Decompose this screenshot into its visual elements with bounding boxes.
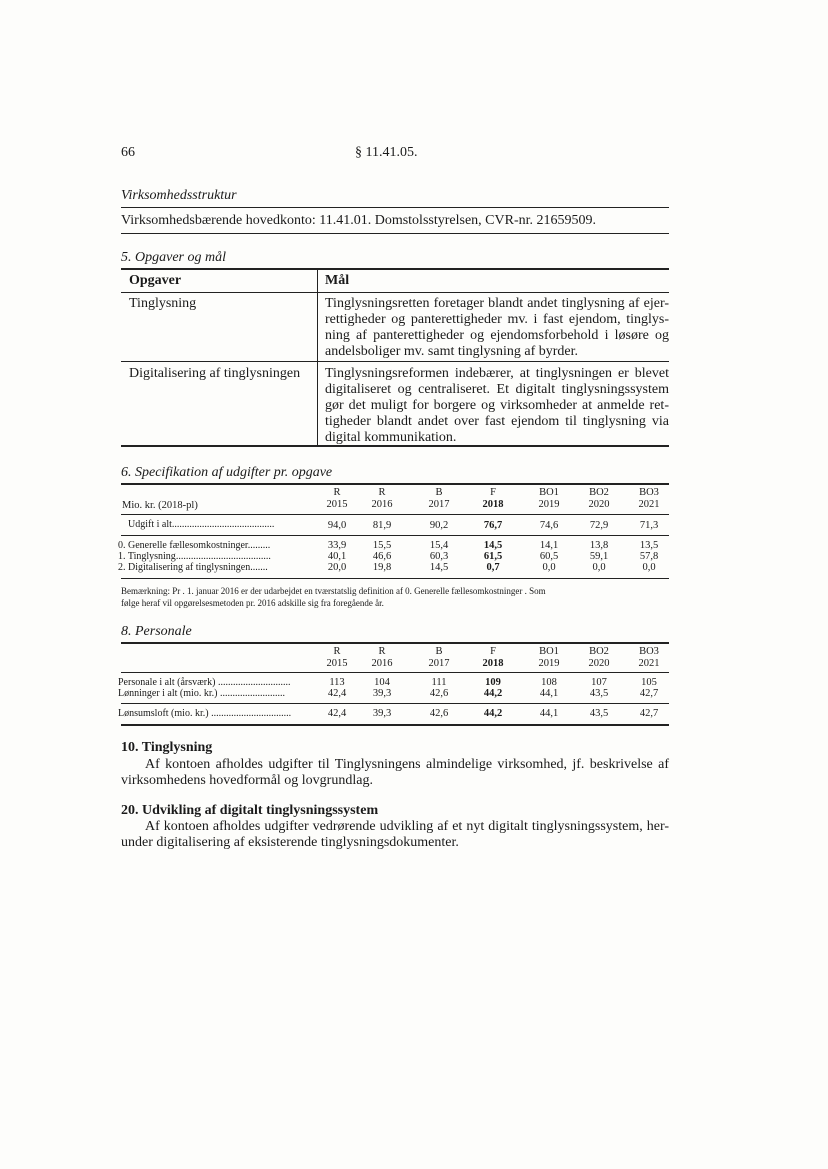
personnel-cell: 39,3 [372, 688, 392, 699]
tasks-header-rule [121, 292, 669, 293]
personnel-header-rule [121, 672, 669, 673]
page-number: 66 [121, 145, 135, 160]
personnel-cell: 104 [374, 677, 390, 688]
spec-row-1-label: 0. Generelle fællesomkostninger......... [118, 540, 271, 551]
personnel-total-value: 42,7 [639, 708, 659, 719]
spec-total-label: Udgift i alt......................................... [128, 519, 275, 530]
spec-row-3-label: 2. Digitalisering af tinglysningen....... [118, 562, 268, 573]
personnel-cell: 44,1 [539, 688, 559, 699]
personnel-cell: 107 [591, 677, 607, 688]
personnel-cell: 42,4 [327, 688, 347, 699]
tasks-row-rule [121, 361, 669, 362]
personnel-cell: 42,7 [639, 688, 659, 699]
personnel-col-5-year: 2020 [588, 658, 610, 669]
spec-cell: 33,9 [327, 540, 347, 551]
spec-cell: 0,7 [486, 562, 500, 573]
personnel-col-5-type: BO2 [589, 646, 609, 657]
tasks-bottom-rule [121, 445, 669, 447]
spec-cell: 19,8 [372, 562, 392, 573]
personnel-col-6-year: 2021 [638, 658, 660, 669]
spec-total-rule [121, 535, 669, 536]
personnel-cell: 108 [541, 677, 557, 688]
personnel-cell: 113 [329, 677, 345, 688]
spec-col-3-type: F [490, 487, 496, 498]
personnel-col-1-year: 2016 [371, 658, 393, 669]
spec-cell: 15,4 [429, 540, 449, 551]
spec-total-value: 81,9 [372, 520, 392, 531]
personnel-col-0-year: 2015 [326, 658, 348, 669]
spec-cell: 14,5 [483, 540, 503, 551]
personnel-cell: 44,2 [483, 688, 503, 699]
personnel-cell: 109 [485, 677, 501, 688]
task-row-1-goal: Tinglysningsretten foretager blandt andet tinglysning af ejer- rettigheder og panterettigheder mv. i fast ejendom, tinglys- ning af panterettigheder og ejendomsforbehold i løsøre og andelsboliger mv. samt tinglysning af byrder. [325, 296, 669, 359]
section-10-body: Af kontoen afholdes udgifter til Tinglysningens almindelige virksomhed, jf. beskrivelse af virksomhedens hovedformål og lovgrundlag. [121, 757, 669, 788]
spec-cell: 60,3 [429, 551, 449, 562]
spec-header-rule [121, 514, 669, 515]
personnel-col-3-type: F [490, 646, 496, 657]
personnel-total-value: 42,4 [327, 708, 347, 719]
personnel-total-value: 39,3 [372, 708, 392, 719]
spec-col-0-type: R [333, 487, 341, 498]
task-row-1-task: Tinglysning [129, 296, 197, 311]
personnel-cell: 111 [431, 677, 447, 688]
personnel-heading: 8. Personale [121, 624, 192, 639]
spec-heading: 6. Specifikation af udgifter pr. opgave [121, 465, 333, 480]
spec-cell: 60,5 [539, 551, 559, 562]
spec-total-value: 90,2 [429, 520, 449, 531]
tasks-top-rule [121, 268, 669, 270]
section-10-title: 10. Tinglysning [121, 740, 213, 755]
spec-col-4-type: BO1 [539, 487, 559, 498]
tasks-col-goal: Mål [325, 273, 350, 288]
tasks-col-task: Opgaver [129, 273, 182, 288]
spec-col-6-year: 2021 [638, 499, 660, 510]
spec-col-2-type: B [435, 487, 443, 498]
section-20-body: Af kontoen afholdes udgifter vedrørende udvikling af et nyt digitalt tinglysningssystem, her- under digitalisering af eksisterende tinglysningsdokumenter. [121, 819, 669, 850]
personnel-bottom-rule [121, 724, 669, 726]
spec-top-rule [121, 483, 669, 485]
tasks-heading: 5. Opgaver og mål [121, 250, 226, 265]
spec-cell: 14,1 [539, 540, 559, 551]
personnel-total-label: Lønsumsloft (mio. kr.) ................................ [118, 708, 292, 719]
spec-col-2-year: 2017 [428, 499, 450, 510]
spec-total-value: 94,0 [327, 520, 347, 531]
spec-col-1-year: 2016 [371, 499, 393, 510]
spec-col-1-type: R [378, 487, 386, 498]
spec-cell: 0,0 [542, 562, 556, 573]
spec-cell: 13,8 [589, 540, 609, 551]
spec-col-5-year: 2020 [588, 499, 610, 510]
spec-total-value: 72,9 [589, 520, 609, 531]
personnel-top-rule [121, 642, 669, 644]
personnel-row-1-label: Personale i alt (årsværk) ............................. [118, 677, 291, 688]
personnel-cell: 105 [641, 677, 657, 688]
structure-heading: Virksomhedsstruktur [121, 188, 237, 203]
spec-cell: 46,6 [372, 551, 392, 562]
personnel-total-value: 42,6 [429, 708, 449, 719]
personnel-col-4-type: BO1 [539, 646, 559, 657]
spec-cell: 14,5 [429, 562, 449, 573]
structure-bottom-rule [121, 233, 669, 234]
spec-col-0-year: 2015 [326, 499, 348, 510]
personnel-cell: 43,5 [589, 688, 609, 699]
spec-col-5-type: BO2 [589, 487, 609, 498]
section-20-title: 20. Udvikling af digitalt tinglysningssystem [121, 803, 379, 818]
task-row-2-task: Digitalisering af tinglysningen [129, 366, 301, 381]
tasks-column-divider [317, 269, 318, 446]
personnel-col-2-year: 2017 [428, 658, 450, 669]
personnel-total-value: 44,1 [539, 708, 559, 719]
spec-cell: 20,0 [327, 562, 347, 573]
personnel-col-3-year: 2018 [482, 658, 504, 669]
spec-note: Bemærkning: Pr . 1. januar 2016 er der udarbejdet en tværstatslig definition af 0. Generelle fællesomkostninger . Som følge heraf vil opgørelsesmetoden pr. 2016 adskille sig fra foregående år. [121, 586, 546, 608]
spec-cell: 40,1 [327, 551, 347, 562]
spec-cell: 15,5 [372, 540, 392, 551]
personnel-total-value: 43,5 [589, 708, 609, 719]
spec-cell: 13,5 [639, 540, 659, 551]
personnel-col-2-type: B [435, 646, 443, 657]
spec-cell: 57,8 [639, 551, 659, 562]
spec-col-3-year: 2018 [482, 499, 504, 510]
spec-total-value: 71,3 [639, 520, 659, 531]
task-row-2-goal: Tinglysningsreformen indebærer, at tinglysningen er blevet digitaliseret og centraliseret. Et digitalt tinglysningssystem gør det muligt for borgere og virksomheder at anmelde ret- tigheder blandt andet over fast ejendom til tinglysning via digital kommunikation. [325, 366, 669, 445]
spec-total-value: 74,6 [539, 520, 559, 531]
structure-account-line: Virksomhedsbærende hovedkonto: 11.41.01. Domstolsstyrelsen, CVR-nr. 21659509. [121, 213, 597, 228]
spec-cell: 61,5 [483, 551, 503, 562]
spec-col-4-year: 2019 [538, 499, 560, 510]
spec-bottom-rule [121, 578, 669, 579]
spec-cell: 0,0 [592, 562, 606, 573]
spec-cell: 0,0 [642, 562, 656, 573]
spec-unit-label: Mio. kr. (2018-pl) [122, 500, 198, 511]
personnel-col-6-type: BO3 [639, 646, 659, 657]
spec-cell: 59,1 [589, 551, 609, 562]
section-reference: § 11.41.05. [355, 145, 418, 160]
personnel-col-4-year: 2019 [538, 658, 560, 669]
spec-col-6-type: BO3 [639, 487, 659, 498]
personnel-row-2-label: Lønninger i alt (mio. kr.) .......................... [118, 688, 285, 699]
personnel-total-rule [121, 703, 669, 704]
personnel-cell: 42,6 [429, 688, 449, 699]
structure-top-rule [121, 207, 669, 208]
personnel-col-1-type: R [378, 646, 386, 657]
personnel-total-value: 44,2 [483, 708, 503, 719]
spec-total-value: 76,7 [483, 520, 503, 531]
personnel-col-0-type: R [333, 646, 341, 657]
spec-row-2-label: 1. Tinglysning...................................... [118, 551, 271, 562]
